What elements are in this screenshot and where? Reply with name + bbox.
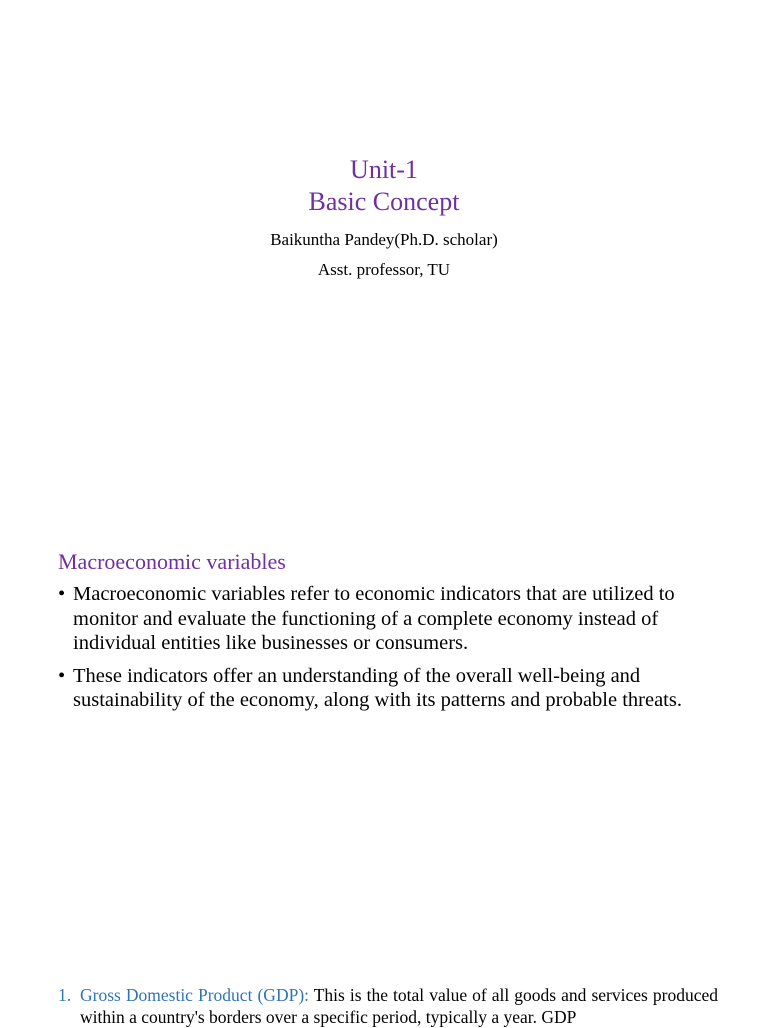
bullet-icon: •: [58, 583, 66, 605]
content-slide-macro-variables: [0, 512, 768, 912]
bullet-text: Macroeconomic variables refer to economic indicators that are utilized to monitor and evaluate the functioning of a complete economy instead of individual entities like businesses or consumers.: [73, 583, 675, 654]
term-label: Gross Domestic Product (GDP):: [80, 985, 310, 1005]
bullet-text: These indicators offer an understanding of the overall well-being and sustainability of the economy, along with its patterns and probable threats.: [73, 664, 682, 711]
content-slide-gdp: [0, 912, 768, 1027]
term-definition: This is the total value of all goods and services produced within a country's borders over a specific period, typically a year. GDP: [80, 985, 718, 1027]
author-name: Baikuntha Pandey(Ph.D. scholar): [270, 230, 498, 249]
author-affiliation: Asst. professor, TU: [317, 260, 451, 279]
title-slide: [0, 0, 768, 512]
bullet-item: [58, 582, 718, 656]
bullet-item: [58, 664, 718, 713]
slide-title-unit: Unit-1: [350, 155, 418, 184]
item-number: 1.: [58, 985, 72, 1005]
slide-title-topic: Basic Concept: [308, 187, 460, 216]
item-body: [80, 984, 718, 1028]
slide-heading: Macroeconomic variables: [58, 549, 286, 574]
bullet-icon: •: [58, 664, 66, 687]
bullet-list: [58, 582, 718, 721]
numbered-item: [58, 984, 718, 1028]
